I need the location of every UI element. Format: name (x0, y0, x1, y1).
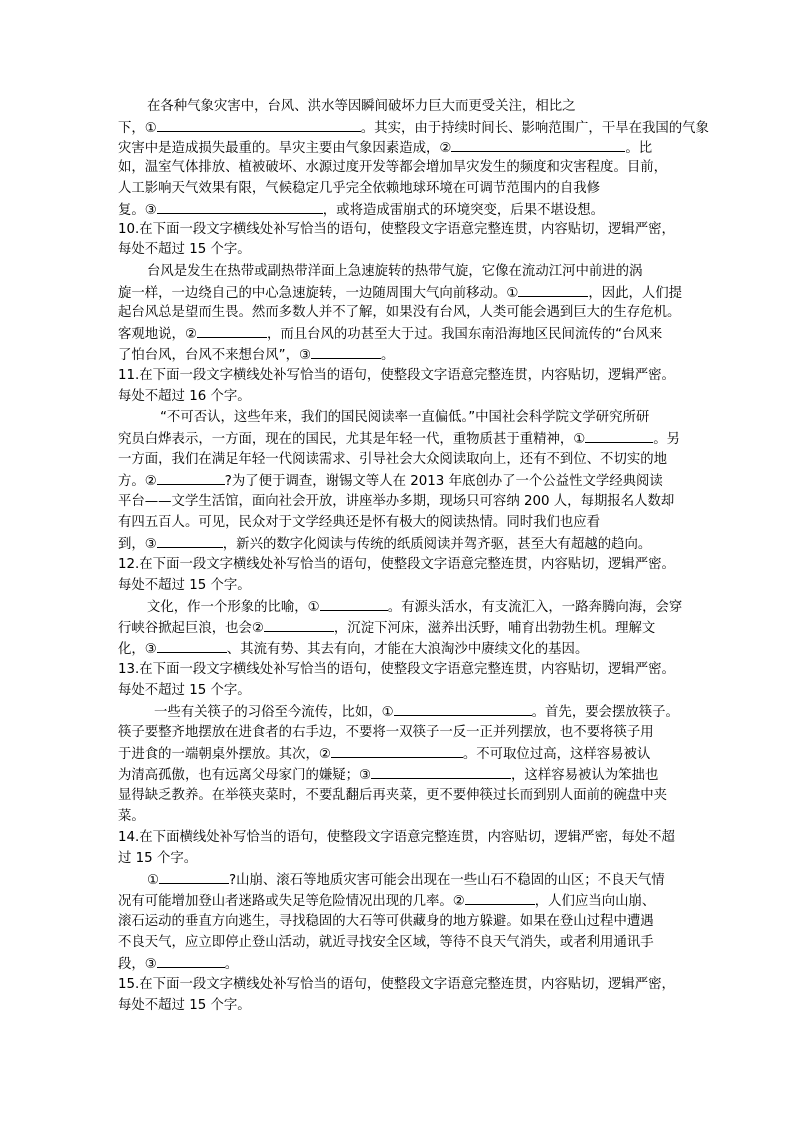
answer-blank[interactable] (157, 471, 225, 485)
answer-blank[interactable] (585, 429, 653, 443)
question-15-prompt: 15.在下面一段文字横线处补写恰当的语句，使整段文字语意完整连贯，内容贴切，逻辑严密， (118, 977, 675, 992)
answer-blank[interactable] (371, 765, 511, 779)
question-13-prompt: 每处不超过 15 个字。 (118, 683, 251, 698)
para-culture-line: 文化，作一个形象的比喻，① 。有源头活水，有支流汇入，一路奔腾向海，会穿 (147, 597, 682, 618)
para-hiking-line: ① ?山崩、滚石等地质灾害可能会出现在一些山石不稳固的山区；不良天气情 (147, 870, 665, 891)
para-typhoon-line: 台风是发生在热带或副热带洋面上急速旋转的热带气旋，它像在流动江河中前进的涡 (147, 264, 643, 279)
question-10-prompt: 10.在下面一段文字横线处补写恰当的语句，使整段文字语意完整连贯，内容贴切，逻辑严密， (118, 222, 675, 237)
question-11-prompt: 每处不超过 16 个字。 (118, 389, 251, 404)
answer-blank[interactable] (394, 702, 532, 716)
answer-blank[interactable] (320, 597, 388, 611)
para-reading-line: 究员白烨表示，一方面，现在的国民，尤其是年轻一代，重物质甚于重精神，① 。另 (118, 429, 680, 450)
answer-blank[interactable] (157, 118, 361, 132)
para-hiking-line: 段，③ 。 (118, 954, 238, 975)
para-reading-line: 有四五百人。可见，民众对于文学经典还是怀有极大的阅读热情。同时我们也应看 (118, 515, 601, 530)
para-chopsticks-line: 筷子要整齐地摆放在进食者的右手边，不要将一双筷子一反一正并列摆放，也不要将筷子用 (118, 725, 654, 740)
answer-blank[interactable] (465, 891, 535, 905)
para-culture-line: 行峡谷掀起巨浪，也会② ，沉淀下河床，滋养出沃野，哺育出勃勃生机。理解文 (118, 618, 655, 639)
para-reading-line: 方。② ?为了便于调查，谢锡文等人在 2013 年底创办了一个公益性文学经典阅读 (118, 471, 663, 492)
question-12-prompt: 12.在下面一段文字横线处补写恰当的语句，使整段文字语意完整连贯，内容贴切，逻辑严密。 (118, 557, 675, 572)
para-chopsticks-line: 显得缺乏教养。在举筷夹菜时，不要乱翻后再夹菜，更不要伸筷过长而到别人面前的碗盘中夹 (118, 788, 668, 803)
para-chopsticks-line: 菜。 (118, 809, 145, 824)
para-drought-line: 在各种气象灾害中，台风、洪水等因瞬间破坏力巨大而更受关注，相比之 (147, 99, 576, 114)
para-culture-line: 化，③ 、其流有势、其去有向，才能在大浪淘沙中赓续文化的基因。 (118, 639, 588, 660)
para-reading-line: “不可否认，这些年来，我们的国民阅读率一直偏低。”中国社会科学院文学研究所研 (160, 410, 650, 425)
para-drought-line: 下，① 。其实，由于持续时间长、影响范围广，干旱在我国的气象 (118, 118, 709, 139)
para-typhoon-line: 客观地说，② ，而且台风的功甚至大于过。我国东南沿海地区民间流传的“台风来 (118, 324, 662, 345)
para-drought-line: 复。③ ，或将造成雷崩式的环境突变，后果不堪设想。 (118, 200, 604, 221)
question-11-prompt: 11.在下面一段文字横线处补写恰当的语句，使整段文字语意完整连贯，内容贴切，逻辑严密。 (118, 368, 675, 383)
question-14-prompt: 过 15 个字。 (118, 851, 198, 866)
para-chopsticks-line: 一些有关筷子的习俗至今流传，比如，① 。首先，要会摆放筷子。 (154, 702, 679, 723)
para-hiking-line: 不良天气，应立即停止登山活动，就近寻找安全区域，等待不良天气消失，或者利用通讯手 (118, 935, 654, 950)
answer-blank[interactable] (197, 324, 267, 338)
para-typhoon-line: 了怕台风，台风不来想台风”，③ 。 (118, 345, 394, 366)
question-13-prompt: 13.在下面一段文字横线处补写恰当的语句，使整段文字语意完整连贯，内容贴切，逻辑严密。 (118, 662, 675, 677)
answer-blank[interactable] (159, 870, 229, 884)
para-drought-line: 人工影响天气效果有限，气候稳定几乎完全依赖地球环境在可调节范围内的自我修 (118, 181, 601, 196)
answer-blank[interactable] (518, 283, 588, 297)
para-reading-line: 平台——文学生活馆，面向社会开放，讲座举办多期，现场只可容纳 200 人，每期报名人数却 (118, 494, 675, 509)
answer-blank[interactable] (157, 954, 225, 968)
para-chopsticks-line: 于进食的一端朝桌外摆放。其次，② 。不可取位过高，这样容易被认 (118, 744, 650, 765)
para-typhoon-line: 起台风总是望而生畏。然而多数人并不了解，如果没有台风，人类可能会遇到巨大的生存危机。 (118, 305, 681, 320)
para-reading-line: 到，③ ，新兴的数字化阅读与传统的纸质阅读并驾齐驱，甚至大有超越的趋向。 (118, 534, 651, 555)
answer-blank[interactable] (157, 639, 227, 653)
answer-blank[interactable] (157, 534, 223, 548)
para-drought-line: 灾害中是造成损失最重的。旱灾主要由气象因素造成，② 。比 (118, 138, 652, 159)
answer-blank[interactable] (331, 744, 463, 758)
answer-blank[interactable] (451, 138, 625, 152)
para-typhoon-line: 旋一样，一边绕自己的中心急速旋转，一边随周围大气向前移动。① ，因此，人们提 (118, 283, 682, 304)
para-drought-line: 如，温室气体排放、植被破坏、水源过度开发等都会增加旱灾发生的频度和灾害程度。目前， (118, 160, 668, 175)
question-14-prompt: 14.在下面横线处补写恰当的语句，使整段文字语意完整连贯，内容贴切，逻辑严密，每处不超 (118, 830, 675, 845)
answer-blank[interactable] (264, 618, 334, 632)
answer-blank[interactable] (311, 345, 381, 359)
question-12-prompt: 每处不超过 15 个字。 (118, 578, 251, 593)
para-hiking-line: 况有可能增加登山者迷路或失足等危险情况出现的几率。② ，人们应当向山崩、 (118, 891, 655, 912)
para-reading-line: 一方面，我们在满足年轻一代阅读需求、引导社会大众阅读取向上，还有不到位、不切实的地 (118, 452, 668, 467)
question-10-prompt: 每处不超过 15 个字。 (118, 242, 251, 257)
answer-blank[interactable] (157, 200, 323, 214)
para-chopsticks-line: 为清高孤傲，也有远离父母家门的嫌疑；③ ，这样容易被认为笨拙也 (118, 765, 658, 786)
question-15-prompt: 每处不超过 15 个字。 (118, 998, 251, 1013)
para-hiking-line: 滚石运动的垂直方向逃生，寻找稳固的大石等可供藏身的地方躲避。如果在登山过程中遭遇 (118, 914, 654, 929)
